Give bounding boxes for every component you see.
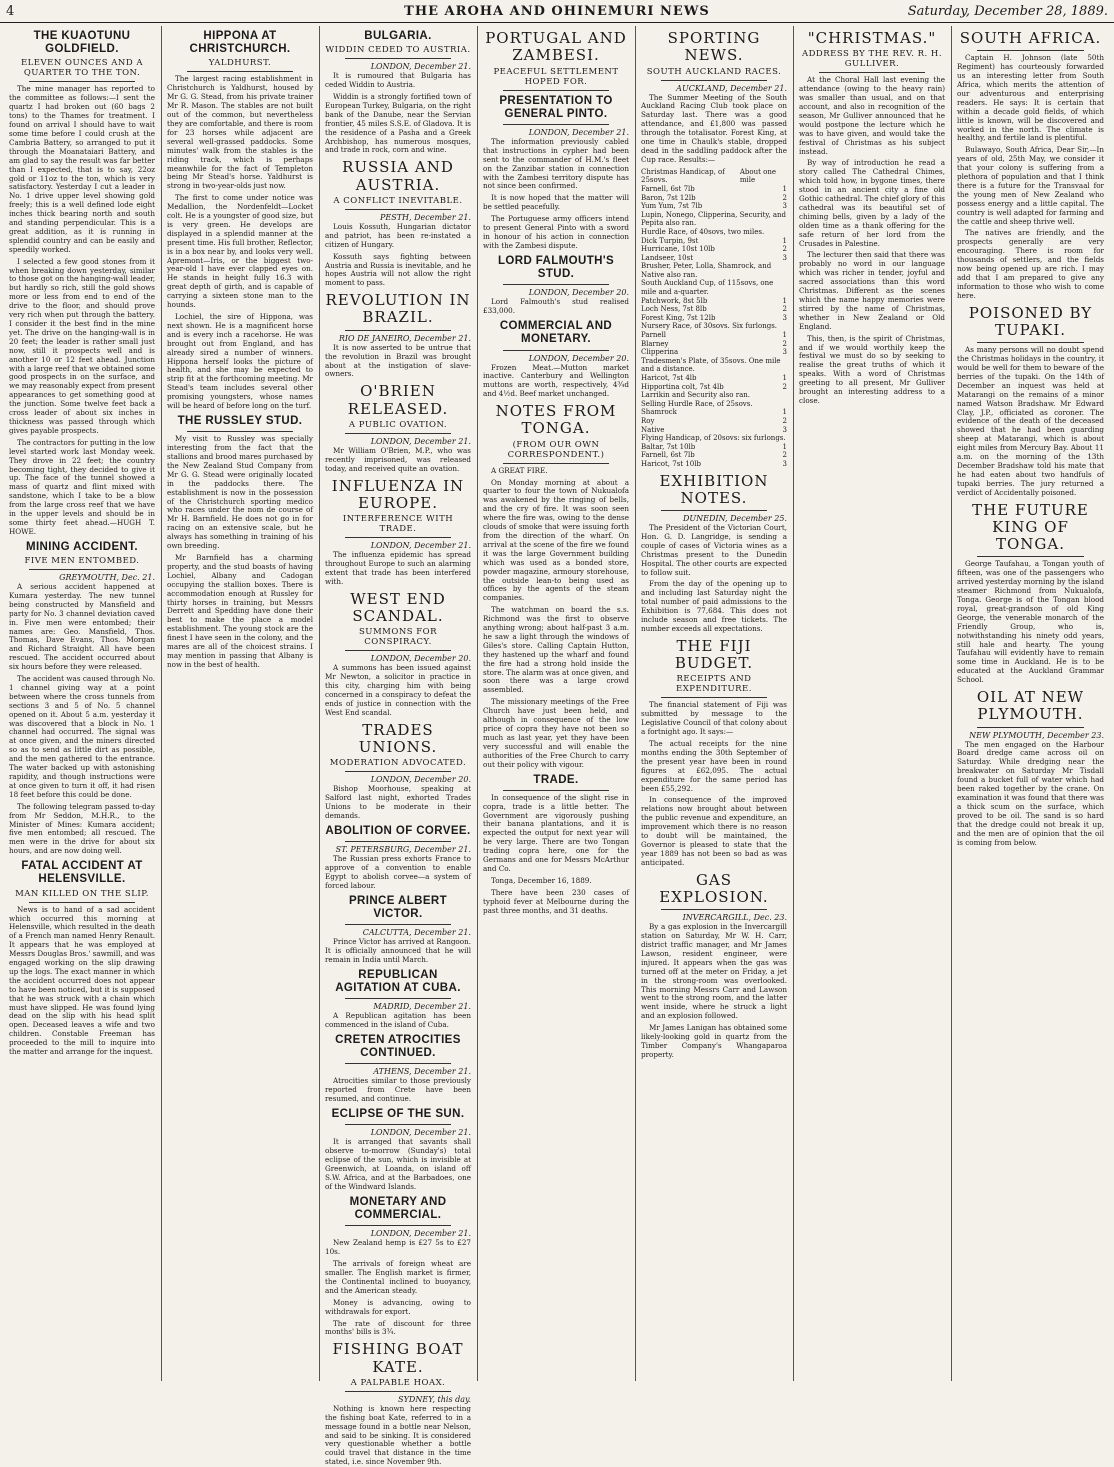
divider-rule [345, 998, 451, 999]
paragraph: Frozen Meat.—Mutton market inactive. Canterbury and Wellington muttons are worth, respectively, 4¾d and 4½d. Beef market unchanged. [483, 362, 629, 399]
dateline: PESTH, December 21. [380, 212, 471, 222]
entry-place: 1 [782, 374, 787, 382]
table-row [641, 168, 787, 185]
entry-name: Hipportina colt, 7st 4lb [641, 382, 724, 391]
article [483, 403, 629, 769]
paragraph: The mine manager has reported to the committee as follows:—I sent the quartz I had broken out (60 bags 2 tons) to the Thames for treatment. I found on arrival I should have to wait some time before I could crush at the Cambria Battery, so arranged to put it through the Moanataiari Battery, and am glad to say the result was far better than I expected, that is to say, 22oz gold or 11oz to the ton, which is very satisfactory. Yesterday I cut a leader in No. 1 drive upper level showing gold freely; this is a well defined lode eight inches thick bearing north and south and standing perpendicular. This is a great addition, as it is running in splendid country and can be easily and speedily worked. [9, 84, 155, 254]
entry-name: Shamrock [641, 408, 677, 417]
article-heading: TRADE. [533, 773, 579, 786]
paragraph: It is rumoured that Bulgaria has ceded Widdin to Austria. [325, 71, 471, 90]
article [325, 159, 471, 288]
article-heading: FISHING BOAT KATE. [332, 1340, 464, 1376]
divider-rule [345, 1124, 451, 1125]
article-heading: NOTES FROM TONGA. [495, 402, 617, 438]
article-subheading: FIVE MEN ENTOMBED. [24, 555, 140, 566]
paragraph: Mr Barnfield has a charming property, and the stud boasts of having Lochiel, Albany and Cadogan occupying the stallion boxes. There is accommodation enough at Russley for thirty horses in training, but Messrs Derrett and Spedding have done their best to make the place a model establishment. The young stock are the finest I have seen in the colony, and the mares are all of the choicest strains. I may mention in passing that Albany is now in the best of health. [167, 552, 313, 669]
column-3 [320, 26, 478, 1467]
entry-name: Selling Hurdle Race, of 25sovs. [641, 399, 753, 408]
entry-place: 3 [782, 348, 787, 357]
paragraph: It is arranged that savants shall observe to-morrow (Sunday's) total eclipse of the sun, which is invisible at Greenwich, at Loanda, on island off S.W. Africa, and at the Barbadoes, one of the Windward Islands. [325, 1137, 471, 1191]
paragraph: News is to hand of a sad accident which occurred this morning at Helensville, which resulted in the death of a French man named Henry Renault. It appears that he was employed at Messrs Douglas Bros.' sawmill, and was engaged working on the slip drawing up the logs. The exact manner in which the accident occurred does not appear to have been noticed, but it is supposed that he was struck with a chain which must have slipped. He was found lying dead on the slip with his head split open. Deceased leaves a wife and two children. Constable Freeman has proceeded to the mill to inquire into the matter and arrange for the inquest. [9, 904, 155, 1057]
paragraph: The first to come under notice was Medallion, the Nordenfeldt—Locket colt. He is a youngster of good size, but is very green. He develops are displayed in a splendid manner at the present time. His full brother, Reflector, is in a box near by, and looks very well. Apremont—Iris, or the biggest two-year-old I have ever clapped eyes on. He stands in height fully 16.3 with great depth of girth, and is capable of carrying a sixteen stone man to the hounds. [167, 193, 313, 310]
paragraph: The Russian press exhorts France to approve of a convention to enable Egypt to abolish corvee—a system of forced labour. [325, 853, 471, 890]
divider-rule [503, 284, 609, 285]
article-heading: OIL AT NEW PLYMOUTH. [976, 688, 1085, 724]
paragraph: It is now hoped that the matter will be settled peacefully. [483, 193, 629, 212]
paragraph: The actual receipts for the nine months ending the 30th September of the present year have been in round figures at £62,095. The actual expenditure for the same period has been £55,292. [641, 739, 787, 793]
entry-name: Hurdle Race, of 40sovs, two miles. [641, 227, 765, 236]
entry-place: 1 [782, 236, 787, 245]
entry-name: Farnell, 6st 7lb [641, 184, 695, 193]
paragraph: The largest racing establishment in Christchurch is Yaldhurst, housed by Mr G. G. Stead, from his private trainer Mr R. Mason. The stables are not built out of the common, but nevertheless they are comfortable, and there is room for 23 horses while adjacent are several well-grassed paddocks. Some minutes' walk from the stables is the riding track, which is perhaps meanwhile for the fact of Templeton being Mr Stead's horse. Yaldhurst is strong in two-year-olds just now. [167, 74, 313, 191]
divider-rule [345, 841, 451, 842]
divider-rule [977, 50, 1084, 51]
entry-name: Roy [641, 416, 655, 425]
table-row [641, 391, 787, 400]
table-row [641, 237, 787, 246]
divider-rule [661, 80, 767, 81]
dateline: ATHENS, December 21. [373, 1067, 471, 1077]
entry-name: Native [641, 425, 665, 434]
results-table [641, 168, 787, 469]
entry-name: Lupin, Nonego, Clipperina, Security, and Pepita also ran. [641, 210, 787, 228]
paragraph: The contractors for putting in the low level started work last Monday week. They drove in 22 feet; the country becoming tight, they decided to give it up. The face of the tunnel showed a mass of quartz and flint mixed with sandstone, which I take to be a blow from the large cross reef that we have in the upper levels and should be in some thirty feet ahead.—HUGH T. HOWE. [9, 437, 155, 536]
divider-rule [345, 1225, 451, 1226]
entry-name: Patchwork, 8st 5lb [641, 296, 708, 305]
article-subheading: MODERATION ADVOCATED. [329, 758, 467, 769]
article-heading: PRESENTATION TO GENERAL PINTO. [499, 94, 613, 120]
paragraph: The information previously cabled that instructions in cypher had been sent to the commander of H.M.'s fleet on the Zanzibar station in connection with the Zambesi territory dispute has not since been confirmed. [483, 136, 629, 191]
paragraph: Tonga, December 16, 1889. [491, 875, 592, 885]
article-heading: THE FIJI BUDGET. [674, 636, 754, 673]
paragraph: In consequence of the improved relations now brought about between the public revenue and expenditure, an improvement which there is no reason to doubt will be maintained, the Governor is pleased to state that the year 1889 has not been so bad as was anticipated. [641, 795, 787, 867]
article-heading: PRINCE ALBERT VICTOR. [348, 894, 448, 920]
paragraph: In consequence of the slight rise in copra, trade is a little better. The Government are vigorously pushing their banana plantations, and it is expected the output for next year will be very large. There are two Tongan trading copra here, one for the Germans and one for Messrs McArthur and Co. [483, 792, 629, 873]
paragraph: The Portuguese army officers intend to present General Pinto with a sword in honour of his action in connection with the Zambesi dispute. [483, 214, 629, 250]
dateline: LONDON, December 20. [528, 353, 629, 363]
divider-rule [977, 727, 1084, 728]
article-heading: SOUTH AFRICA. [959, 29, 1102, 47]
divider-rule [661, 697, 767, 698]
article-subheading: A PALPABLE HOAX. [350, 1377, 446, 1388]
article-subheading: WIDDIN CEDED TO AUSTRIA. [325, 45, 471, 56]
entry-place: 2 [782, 451, 787, 460]
article-heading: "CHRISTMAS." [807, 29, 937, 47]
article-heading: REVOLUTION IN BRAZIL. [325, 291, 471, 327]
article [325, 722, 471, 821]
divider-rule [345, 433, 451, 434]
paragraph: A summons has been issued against Mr Newton, a solicitor in practice in this city, charging him with being concerned in a conspiracy to defeat the ends of justice in connection with the West End scandal. [325, 663, 471, 717]
table-row [641, 297, 787, 306]
article-heading: BULGARIA. [364, 30, 432, 42]
article [167, 415, 313, 670]
divider-rule [187, 431, 293, 432]
table-row [641, 408, 787, 417]
paragraph: The accident was caused through No. 1 channel giving way at a point between where the cross tunnels from sections 3 and 5 of No. 5 channel opened on it. About 5 a.m. yesterday it was discovered that a block in No. 1 channel had occurred. The signal was at once given, and the miners directed so as to send as little dirt as possible, and the men gathered to the entrance. The water backed up with astonishing rapidity, and though instructions were at once given to turn it off, it had risen 18 feet before this could be done. [9, 674, 155, 799]
article [325, 1341, 471, 1467]
paragraph: The missionary meetings of the Free Church have just been held, and although in consequence of the low price of copra they have not been so much as last year, yet they have been very successful and will enable the authorities of the Free Church to carry out their policy with vigour. [483, 697, 629, 769]
article-subheading: A PUBLIC OVATION. [348, 419, 448, 430]
paragraph: From the day of the opening up to and including last Saturday night the total number of paid admissions to the Exhibition is 77,684. This does not include season and free tickets. The number exceeds all expectations. [641, 579, 787, 633]
article-subheading: ELEVEN OUNCES AND A QUARTER TO THE TON. [20, 58, 144, 79]
paragraph: Widdin is a strongly fortified town of European Turkey, Bulgaria, on the right bank of the Danube, near the Servian frontier, 45 miles S.S.E. of Gladova. It is the residence of a Pasha and a Greek Archbishop, has numerous mosques, and trade in rock, corn and wine. [325, 92, 471, 155]
paragraph: I selected a few good stones from it when breaking down yesterday, similar to those got on the hanging-wall leader, but hardly so rich, still the gold shows more or less from end to end of the drive to the floor, and should prove very rich when put through the battery. I consider it the best find in the mine yet. The drive on the hanging-wall is in 20 feet; the leader is rather small just now, still it prospects well and is another 10 or 12 feet ahead. Junction with a large reef that we obtained some good prospects in on the surface, and we may reasonably expect from present appearances to get something good at the junction. Some twelve feet back a cross leader of about six inches in thickness was passed through which gives payable prospects. [9, 256, 155, 435]
article-heading: WEST END SCANDAL. [350, 589, 446, 625]
entry-place: 2 [782, 416, 787, 425]
entry-place: About one mile [739, 167, 777, 185]
article [957, 30, 1104, 301]
article [483, 774, 629, 916]
entry-name: Parnell [641, 331, 667, 340]
entry-name: Haricot, 7st 4lb [641, 374, 697, 382]
article [483, 255, 629, 316]
paragraph: The arrivals of foreign wheat are smaller. The English market is firmer, the Continental inclined to buoyancy, and the American steady. [325, 1259, 471, 1295]
dateline: DUNEDIN, December 25. [682, 514, 787, 524]
entry-name: Nursery Race, of 30sovs. Six furlongs. [641, 322, 778, 331]
table-row [641, 443, 787, 452]
article-heading: REPUBLICAN AGITATION AT CUBA. [335, 968, 461, 994]
table-row [641, 202, 787, 211]
article [957, 305, 1104, 498]
entry-name: South Auckland Cup, of 115sovs, one mile and a-quarter. [641, 279, 774, 297]
column-2 [162, 26, 320, 1381]
article [957, 502, 1104, 685]
column-4 [478, 26, 636, 1381]
divider-rule [345, 1063, 451, 1064]
table-row [641, 185, 787, 194]
paragraph: The lecturer then said that there was probably no word in our language which was richer in tender, joyful and sacred associations than this word Christmas. Different as the scenes which the name happy memories were stirred by the name of Christmas, whether in New Zealand or Old England. [799, 250, 945, 331]
table-row [641, 426, 787, 435]
divider-rule [819, 72, 925, 73]
table-row [641, 322, 787, 331]
divider-rule [29, 569, 135, 570]
dateline: LONDON, December 21. [528, 127, 629, 137]
article [483, 320, 629, 399]
paragraph: Lochiel, the sire of Hippona, was next shown. He is a magnificent horse and is every inch a racehorse. He was brought out from England, and has already sired a number of winners. Hippona herself looks the picture of health, and she may be expected to strip fit at the forthcoming meeting. Mr Stead's team includes several other promising youngsters, whose names will be heard of before long on the turf. [167, 312, 313, 411]
paragraph: Captain H. Johnson (late 50th Regiment) has courteously forwarded us an interesting letter from South Africa, which merits the attention of our adventurous and enterprising readers. He says: It is certain that within a decade gold fields, of which little is known, will be discovered and worked in the north. The climate is healthy, and fertile land is plentiful. [957, 53, 1104, 143]
table-row [641, 211, 787, 228]
newspaper-title: THE AROHA AND OHINEMURI NEWS [404, 4, 710, 19]
entry-place: 3 [782, 313, 787, 322]
divider-rule [977, 556, 1084, 557]
paragraph: This, then, is the spirit of Christmas, and if we would worthily keep the festival we must do so by seeking to realise the great truths of which it speaks. With a word of Christmas greeting to all present, Mr Gulliver brought an interesting address to a close. [799, 333, 945, 405]
article-subheading: SUMMONS FOR CONSPIRACY. [358, 627, 438, 648]
dateline: LONDON, December 21. [370, 541, 471, 551]
entry-place: 1 [782, 331, 787, 340]
column-1 [4, 26, 162, 1381]
entry-place: 3 [782, 459, 787, 468]
paragraph: Nothing is known here respecting the fishing boat Kate, referred to in a message found in a bottle near Nelson, and said to be sinking. It is considered very questionable whether a bottle could travel that distance in the time stated, i.e. since November 9th. [325, 1403, 471, 1467]
paragraph: New Zealand hemp is £27 5s to £27 10s. [325, 1238, 471, 1257]
issue-date: Saturday, December 28, 1889. [907, 4, 1108, 19]
paragraph: By a gas explosion in the Invercargill station on Saturday, Mr W. H. Carr, district traffic manager, and Mr James Lawson, resident engineer, were injured. It appears when the gas was turned off at the meter on Friday, a jet in the strong-room was overlooked. This morning Messrs Carr and Lawson went to the strong room, and the latter went inside, where he struck a light and an explosion followed. [641, 922, 787, 1021]
article-heading: EXHIBITION NOTES. [659, 471, 769, 507]
table-row [641, 417, 787, 426]
entry-place: 2 [782, 305, 787, 314]
column-5 [636, 26, 794, 1381]
paragraph: The President of the Victorian Court, Hon. G. D. Langridge, is sending a couple of cases of Victoria wines as a Christmas present to the Dunedin Hospital. The other courts are expected to follow suit. [641, 523, 787, 577]
entry-place: 2 [782, 339, 787, 348]
divider-rule [503, 90, 609, 91]
article [325, 1034, 471, 1104]
table-row [641, 434, 787, 443]
article [325, 895, 471, 965]
article-subheading: MAN KILLED ON THE SLIP. [15, 888, 149, 899]
entry-place: 1 [782, 296, 787, 305]
article-heading: HIPPONA AT CHRISTCHURCH. [189, 30, 291, 56]
paragraph: Prince Victor has arrived at Rangoon. It is officially announced that he will remain in India until March. [325, 937, 471, 964]
paragraph: The following telegram passed to-day from Mr Seddon, M.H.R., to the Minister of Mines: Kumara accident; five men entombed; all rescued. The men were in the drive for about six hours, and are now doing well. [9, 801, 155, 856]
entry-place: 2 [782, 245, 787, 254]
article-subheading: YALDHURST. [208, 58, 272, 69]
entry-name: Farnell, 6st 7lb [641, 451, 695, 460]
newspaper-columns [4, 26, 1110, 1467]
entry-name: Forest King, 7st 12lb [641, 313, 716, 322]
dateline: SYDNEY, this day. [398, 1394, 471, 1404]
divider-rule [29, 902, 135, 903]
table-row [641, 383, 787, 392]
article-heading: RUSSIA AND AUSTRIA. [342, 158, 454, 194]
article-heading: GAS EXPLOSION. [659, 870, 769, 906]
divider-rule [345, 330, 451, 331]
article [325, 30, 471, 155]
table-row [641, 254, 787, 263]
article-heading: INFLUENZA IN EUROPE. [331, 476, 465, 512]
paragraph: A serious accident happened at Kumara yesterday. The new tunnel being constructed by Mansfield and party for No. 3 channel deviation caved in. Five men were entombed; their names are: Geo. Mansfield, Thos. Thomas, Dave Evans, Thos. Morgan and Richard Straight. All have been rescued. The accident occurred about six hours before they were released. [9, 581, 155, 672]
article [483, 95, 629, 251]
entry-name: Christmas Handicap, of 25sovs. [641, 167, 725, 185]
article [325, 591, 471, 718]
divider-rule [345, 924, 451, 925]
entry-name: Flying Handicap, of 20sovs: six furlongs. [641, 434, 786, 443]
dateline: LONDON, December 21. [370, 436, 471, 446]
entry-name: Larrikin and Security also ran. [641, 391, 750, 400]
article [9, 541, 155, 856]
table-row [641, 245, 787, 254]
article-heading: THE RUSSLEY STUD. [177, 414, 303, 427]
article-heading: POISONED BY TUPAKI. [968, 303, 1093, 339]
divider-rule [345, 58, 451, 59]
dateline: GREYMOUTH, Dec. 21. [59, 572, 155, 582]
paragraph: My visit to Russley was specially interesting from the fact that the stallions and brood mares purchased by the New Zealand Stud Company from Mr G. G. Stead were originally located in the paddocks there. The establishment is now in the possession of the Christchurch sporting medico who races under the nom de course of Mr H. Barnfield. He does not go in for racing on an extensive scale, but he always has something in training of his own breeding. [167, 434, 313, 551]
divider-rule [345, 1391, 451, 1392]
dateline: MADRID, December 21. [373, 1002, 471, 1012]
dateline: ST. PETERSBURG, December 21. [335, 844, 471, 854]
paragraph: The financial statement of Fiji was submitted by message to the Legislative Council of that colony about a fortnight ago. It says:— [641, 700, 787, 737]
entry-name: Baltar, 7st 10lb [641, 442, 696, 451]
entry-place: 2 [782, 382, 787, 391]
article-heading: MONETARY AND COMMERCIAL. [349, 1195, 447, 1222]
dateline: LONDON, December 20. [370, 654, 471, 664]
article [325, 969, 471, 1030]
article [641, 872, 787, 1060]
dateline: AUCKLAND, December 21. [676, 83, 787, 93]
divider-rule [345, 537, 451, 538]
page-number: 4 [6, 4, 15, 19]
article [325, 825, 471, 891]
entry-name: Blarney [641, 339, 669, 348]
entry-place: 3 [782, 202, 787, 211]
divider-rule [977, 342, 1084, 343]
entry-name: Haricot, 7st 10lb [641, 459, 701, 468]
divider-rule [345, 650, 451, 651]
entry-place: 1 [782, 184, 787, 193]
article [325, 383, 471, 473]
paragraph: Louis Kossuth, Hungarian dictator and patriot, has been re-instated a citizen of Hungary. [325, 221, 471, 249]
table-row [641, 331, 787, 340]
paragraph: Kossuth says fighting between Austria and Russia is inevitable, and he hopes Austria will not allow the right moment to pass. [325, 251, 471, 288]
entry-name: Yum Yum, 7st 7lb [641, 202, 703, 211]
article [325, 1108, 471, 1192]
article [641, 30, 787, 165]
paragraph: As many persons will no doubt spend the Christmas holidays in the country, it would be well for them to beware of the berries of the tupaki. On the 14th of December an inquest was held at Matarangi on the remains of a minor named Watson Bradshaw. Mr Edward Clay, J.P., officiated as coroner. The evidence of the death of the deceased showed that he had been guarding sheep at Matarangi, which is about eight miles from Mercury Bay. About 11 a.m. on the morning of the 13th December Bradshaw told his mate that he had eaten about two handfuls of tupaki berries. The jury returned a verdict of Accidentally poisoned. [957, 345, 1104, 497]
divider-rule [503, 350, 609, 351]
article [641, 473, 787, 634]
article-heading: SPORTING NEWS. [667, 29, 761, 65]
article-subheading: PEACEFUL SETTLEMENT HOPED FOR. [493, 66, 619, 87]
article-heading: ECLIPSE OF THE SUN. [331, 1108, 465, 1121]
article-subheading: (FROM OUR OWN CORRESPONDENT.) [507, 439, 605, 460]
paragraph: The Summer Meeting of the South Auckland Racing Club took place on Saturday last. There was a good attendance, and £1,800 was passed through the totalisator. Forest King, at one time in Chaulk's stable, dropped dead in the saddling paddock after the Cup race. Results:— [641, 92, 787, 164]
divider-rule [503, 124, 609, 125]
article [325, 478, 471, 587]
dateline: INVERCARGILL, Dec. 23. [682, 913, 787, 923]
paragraph: A GREAT FIRE. [491, 465, 548, 475]
article [799, 30, 945, 406]
article [167, 30, 313, 411]
table-row [641, 357, 787, 374]
paragraph: Bulawayo, South Africa, Dear Sir,—In years of old, 25th May, we consider it that your colony is suffering from a plethora of population and that I think there is a future for the Transvaal for the young men of New Zealand who possess energy and a little capital. The country is well adapted for farming and the cattle and sheep thrive well. [957, 145, 1104, 226]
divider-rule [503, 790, 609, 791]
paragraph: By way of introduction he read a story called The Cathedral Chimes, which told how, in bygone times, there stood in an ancient city a fine old Gothic cathedral. The chief glory of this cathedral was its beautiful set of chiming bells, given by a lady of the olden time as a thank offering for the safe return of her lord from the Crusades in Palestine. [799, 158, 945, 248]
paragraph: The men engaged on the Harbour Board dredge came across oil on Saturday. While dredging near the breakwater on Saturday Mr Tisdall found a bucket full of water which had been raked together by the crane. On examination it was found that there was a thick scum on the surface, which proved to be oil. The sand is so hard that the dredge could not break it up, and the men are of opinion that the oil is coming from below. [957, 739, 1104, 847]
entry-place: 3 [782, 253, 787, 262]
divider-rule [29, 81, 135, 82]
divider-rule [345, 771, 451, 772]
article-subheading: ADDRESS BY THE REV. R. H. GULLIVER. [801, 49, 943, 70]
paragraph: The rate of discount for three months' bills is 3¾. [325, 1318, 471, 1337]
entry-place: 1 [782, 408, 787, 417]
paragraph: Mr James Lanigan has obtained some likely-looking gold in quartz from the Timber Company's Whangaparoa property. [641, 1023, 787, 1059]
column-7 [952, 26, 1110, 1381]
table-row [641, 340, 787, 349]
paragraph: Mr William O'Brien, M.P., who was recently imprisoned, was released today, and received quite an ovation. [325, 445, 471, 473]
entry-name: Landseer, 10st [641, 253, 694, 262]
article-heading: ABOLITION OF CORVEE. [325, 824, 471, 837]
paragraph: It is now asserted to be untrue that the revolution in Brazil was brought about at the instigation of slave-owners. [325, 342, 471, 379]
article-subheading: RECEIPTS AND EXPENDITURE. [676, 674, 752, 695]
entry-name: Brusher, Peter, Lolla, Shamrock, and Native also ran. [641, 262, 772, 279]
article-heading: MINING ACCIDENT. [25, 540, 139, 553]
divider-rule [187, 71, 293, 72]
dateline: LONDON, December 20. [370, 775, 471, 785]
article-heading: COMMERCIAL AND MONETARY. [499, 320, 613, 346]
paragraph: There have been 230 cases of typhoid fever at Melbourne during the past three months, and 31 deaths. [483, 887, 629, 915]
article-subheading: A CONFLICT INEVITABLE. [333, 195, 463, 206]
dateline: RIO DE JANEIRO, December 21. [338, 333, 471, 343]
dateline: LONDON, December 21. [370, 1128, 471, 1138]
article-heading: FATAL ACCIDENT AT HELENSVILLE. [21, 860, 143, 886]
entry-place: 2 [782, 193, 787, 202]
article [9, 860, 155, 1057]
paragraph: George Taufahau, a Tongan youth of fifteen, was one of the passengers who arrived yesterday morning by the island steamer Richmond from Nukualofa, Tonga. George is of the Tongan blood royal, great-grandson of old King George, the venerable monarch of the Friendly Group, who is, notwithstanding his ninety odd years, still hale and hearty. The young Taufahau will evidently have to remain some time in Auckland. He is to be educated at the Auckland Grammar School. [957, 559, 1104, 685]
table-row [641, 262, 787, 279]
masthead [0, 0, 1114, 23]
table-row [641, 305, 787, 314]
table-row [641, 460, 787, 469]
divider-rule [503, 463, 609, 464]
article [9, 30, 155, 537]
article-heading: TRADES UNIONS. [358, 720, 438, 756]
paragraph: Bishop Moorhouse, speaking at Salford last night, exhorted Trades Unions to be moderate in their demands. [325, 784, 471, 820]
divider-rule [661, 510, 767, 511]
article [325, 292, 471, 379]
article-subheading: INTERFERENCE WITH TRADE. [342, 514, 454, 535]
entry-name: Tradesmen's Plate, of 35sovs. One mile and a distance. [641, 356, 781, 374]
entry-place: 1 [782, 442, 787, 451]
table-row [641, 314, 787, 323]
article [957, 689, 1104, 847]
entry-name: Loch Ness, 7st 8lb [641, 305, 707, 314]
table-row [641, 194, 787, 203]
article [641, 638, 787, 868]
article-subheading: SOUTH AUCKLAND RACES. [646, 66, 782, 77]
article [483, 30, 629, 91]
entry-place: 3 [782, 425, 787, 434]
paragraph: Atrocities similar to those previously reported from Crete have been resumed, and continue. [325, 1076, 471, 1104]
paragraph: The influenza epidemic has spread throughout Europe to such an alarming extent that trade has been interfered with. [325, 550, 471, 586]
dateline: LONDON, December 20. [528, 288, 629, 298]
entry-name: Baron, 7st 12lb [641, 193, 696, 202]
article-heading: CRETEN ATROCITIES CONTINUED. [335, 1034, 461, 1060]
paragraph: Lord Falmouth's stud realised £33,000. [483, 297, 629, 316]
divider-rule [661, 909, 767, 910]
table-row [641, 451, 787, 460]
article-heading: THE FUTURE KING OF TONGA. [972, 500, 1089, 554]
table-row [641, 348, 787, 357]
article-heading: PORTUGAL AND ZAMBESI. [485, 29, 627, 65]
paragraph: Money is advancing, owing to withdrawals for export. [325, 1297, 471, 1316]
divider-rule [345, 209, 451, 210]
table-row [641, 228, 787, 237]
table-row [641, 279, 787, 296]
article-heading: THE KUAOTUNU GOLDFIELD. [33, 30, 131, 56]
paragraph: At the Choral Hall last evening the attendance (owing to the heavy rain) was smaller than usual, and on that account, and also in recognition of the season, Mr Gulliver announced that he would postpone the lecture which he was to have given, and would take the festival of Christmas as his subject instead. [799, 75, 945, 156]
column-6 [794, 26, 952, 1381]
article [641, 168, 787, 469]
entry-name: Dick Turpin, 9st [641, 236, 699, 245]
entry-name: Hurricane, 10st 10lb [641, 245, 715, 254]
article [325, 1196, 471, 1338]
dateline: LONDON, December 21. [370, 1229, 471, 1239]
paragraph: The watchman on board the s.s. Richmond was the first to observe anything wrong; about half-past 3 a.m. he saw a light through the windows of Giles's store. Calling Captain Hutton, they hastened up the wharf and found the fire had a strong hold inside the store. The alarm was at once given, and soon there was a large crowd assembled. [483, 605, 629, 695]
article-heading: O'BRIEN RELEASED. [347, 382, 449, 418]
paragraph: The natives are friendly, and the prospects generally are very encouraging. There is room for thousands of settlers, and the fields now being opened up are rich. I may add that I am prepared to give any information to those who wish to come here. [957, 228, 1104, 300]
table-row [641, 400, 787, 409]
dateline: NEW PLYMOUTH, December 23. [969, 730, 1104, 740]
paragraph: A Republican agitation has been commenced in the island of Cuba. [325, 1011, 471, 1030]
table-row [641, 374, 787, 383]
dateline: LONDON, December 21. [370, 62, 471, 72]
dateline: CALCUTTA, December 21. [362, 928, 471, 938]
article-heading: LORD FALMOUTH'S STUD. [497, 254, 615, 281]
paragraph: On Monday morning at about a quarter to four the town of Nukualofa was awakened by the ringing of bells, and the cry of fire. It was soon seen where the fire was, owing to the dense clouds of smoke that were issuing forth from the direction of the wharf. On arrival at the scene of the fire we found it was the large Government building which was used as a bonded store, powder magazine, armoury storehouse, the outside lean-to being used as offices by the agents of the steam companies. [483, 477, 629, 603]
entry-name: Clipperina [641, 348, 679, 357]
